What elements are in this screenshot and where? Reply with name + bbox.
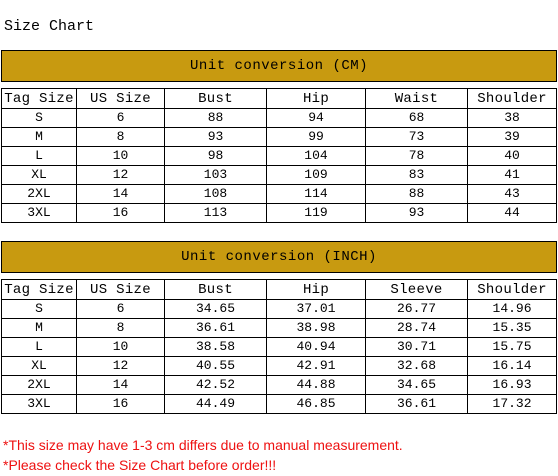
table-cell: 32.68 (366, 357, 468, 376)
table-cell: 17.32 (468, 395, 557, 414)
table-cell: 36.61 (366, 395, 468, 414)
table-cell: S (2, 109, 77, 128)
table-cell: 44 (468, 204, 557, 223)
table-cell: 103 (165, 166, 267, 185)
table-cell: 39 (468, 128, 557, 147)
table-cell: 88 (165, 109, 267, 128)
table-cell: 10 (77, 338, 165, 357)
table-spacer-row (2, 82, 557, 89)
table-spacer (2, 273, 557, 280)
table-cell: 16 (77, 204, 165, 223)
table-cell: 42.52 (165, 376, 267, 395)
table-cell: 12 (77, 166, 165, 185)
table-cell: 14.96 (468, 300, 557, 319)
table-cell: 3XL (2, 395, 77, 414)
table-cell: 83 (366, 166, 468, 185)
table-row (2, 166, 557, 185)
table-cell: 6 (77, 300, 165, 319)
table-cell: 16 (77, 395, 165, 414)
table-row (2, 204, 557, 223)
table-cell: 10 (77, 147, 165, 166)
table-cell: 108 (165, 185, 267, 204)
column-header-hip: Hip (267, 89, 366, 109)
table-cell: 38 (468, 109, 557, 128)
table-title: Unit conversion (INCH) (2, 242, 557, 273)
table-cell: 15.35 (468, 319, 557, 338)
column-header-hip: Hip (267, 280, 366, 300)
table-title: Unit conversion (CM) (2, 51, 557, 82)
table-cell: 40.55 (165, 357, 267, 376)
table-row (2, 319, 557, 338)
table-row (2, 357, 557, 376)
table-cell: 8 (77, 128, 165, 147)
table-cell: 113 (165, 204, 267, 223)
column-header-us-size: US Size (77, 280, 165, 300)
table-spacer (2, 82, 557, 89)
column-header-shoulder: Shoulder (468, 89, 557, 109)
table-cell: L (2, 147, 77, 166)
table-cell: 68 (366, 109, 468, 128)
table-cell: 41 (468, 166, 557, 185)
column-header-shoulder: Shoulder (468, 280, 557, 300)
table-cell: 6 (77, 109, 165, 128)
table-row (2, 300, 557, 319)
table-title-row (2, 242, 557, 273)
table-cell: L (2, 338, 77, 357)
table-cell: 2XL (2, 185, 77, 204)
table-cell: 37.01 (267, 300, 366, 319)
table-cell: 44.88 (267, 376, 366, 395)
table-cell: 36.61 (165, 319, 267, 338)
table-cell: 93 (366, 204, 468, 223)
size-table-cm (1, 50, 557, 223)
table-row (2, 147, 557, 166)
table-cell: 78 (366, 147, 468, 166)
table-cell: 15.75 (468, 338, 557, 357)
table-cell: 26.77 (366, 300, 468, 319)
column-header-bust: Bust (165, 89, 267, 109)
table-row (2, 338, 557, 357)
table-cell: 34.65 (165, 300, 267, 319)
table-title-row (2, 51, 557, 82)
order-note: *Please check the Size Chart before order!!! (3, 457, 277, 473)
table-row (2, 395, 557, 414)
table-cell: 40.94 (267, 338, 366, 357)
column-header-tag-size: Tag Size (2, 89, 77, 109)
table-cell: 43 (468, 185, 557, 204)
table-cell: 8 (77, 319, 165, 338)
table-body (2, 109, 557, 223)
table-cell: S (2, 300, 77, 319)
table-cell: 93 (165, 128, 267, 147)
table-cell: 46.85 (267, 395, 366, 414)
table-cell: 14 (77, 185, 165, 204)
table-cell: 44.49 (165, 395, 267, 414)
table-cell: 114 (267, 185, 366, 204)
table-cell: 119 (267, 204, 366, 223)
table-cell: 88 (366, 185, 468, 204)
table-cell: 12 (77, 357, 165, 376)
table-row (2, 185, 557, 204)
page-title: Size Chart (4, 18, 95, 35)
table-cell: XL (2, 357, 77, 376)
table-header-row (2, 89, 557, 109)
measurement-note: *This size may have 1-3 cm differs due to manual measurement. (3, 437, 403, 453)
table-cell: 38.58 (165, 338, 267, 357)
table-cell: XL (2, 166, 77, 185)
table-cell: M (2, 128, 77, 147)
column-header-us-size: US Size (77, 89, 165, 109)
table-cell: 14 (77, 376, 165, 395)
table-cell: 98 (165, 147, 267, 166)
table-cell: 16.14 (468, 357, 557, 376)
size-table-inch (1, 241, 557, 414)
table-cell: 2XL (2, 376, 77, 395)
table-row (2, 128, 557, 147)
table-cell: 3XL (2, 204, 77, 223)
table-cell: 16.93 (468, 376, 557, 395)
table-cell: 28.74 (366, 319, 468, 338)
column-header-tag-size: Tag Size (2, 280, 77, 300)
table-header-row (2, 280, 557, 300)
table-cell: 34.65 (366, 376, 468, 395)
table-body (2, 300, 557, 414)
table-cell: 38.98 (267, 319, 366, 338)
column-header-sleeve: Sleeve (366, 280, 468, 300)
table-row (2, 376, 557, 395)
table-cell: 42.91 (267, 357, 366, 376)
table-cell: 104 (267, 147, 366, 166)
table-cell: 109 (267, 166, 366, 185)
column-header-bust: Bust (165, 280, 267, 300)
table-cell: M (2, 319, 77, 338)
table-cell: 94 (267, 109, 366, 128)
table-spacer-row (2, 273, 557, 280)
table-cell: 30.71 (366, 338, 468, 357)
table-row (2, 109, 557, 128)
table-cell: 99 (267, 128, 366, 147)
table-cell: 40 (468, 147, 557, 166)
table-cell: 73 (366, 128, 468, 147)
column-header-waist: Waist (366, 89, 468, 109)
